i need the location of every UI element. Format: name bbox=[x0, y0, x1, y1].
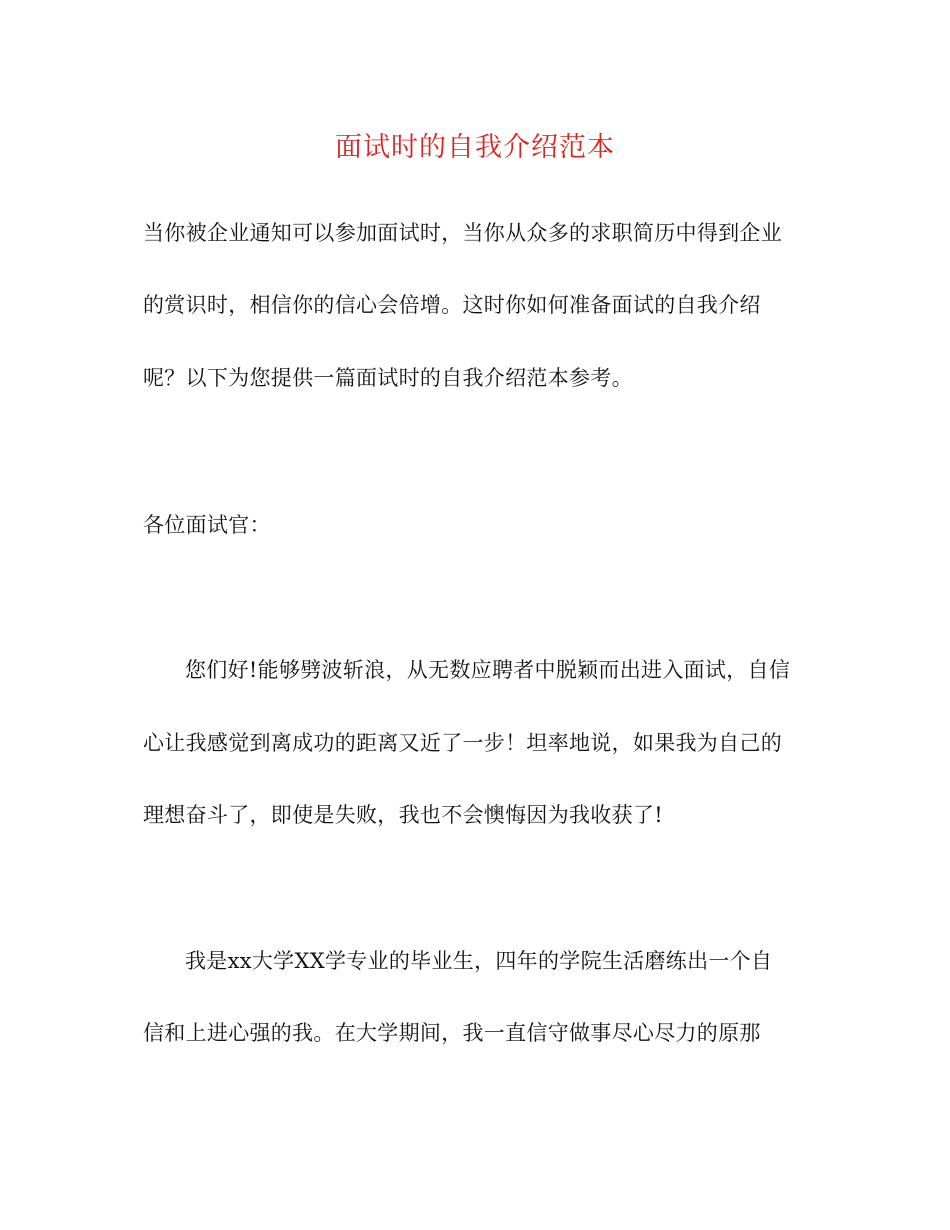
intro-line-3: 呢？以下为您提供一篇面试时的自我介绍范本参考。 bbox=[143, 366, 633, 390]
intro-line-1: 当你被企业通知可以参加面试时，当你从众多的求职简历中得到企业 bbox=[143, 221, 782, 245]
paragraph2-line-1: 我是xx大学XX学专业的毕业生，四年的学院生活磨练出一个自 bbox=[185, 949, 773, 973]
intro-line-2: 的赏识时，相信你的信心会倍增。这时你如何准备面试的自我介绍 bbox=[143, 293, 761, 317]
paragraph1-line-3: 理想奋斗了，即使是失败，我也不会懊悔因为我收获了! bbox=[143, 803, 663, 827]
paragraph2-line-2: 信和上进心强的我。在大学期间，我一直信守做事尽心尽力的原那 bbox=[143, 1021, 761, 1045]
document-title: 面试时的自我介绍范本 bbox=[335, 132, 615, 163]
salutation: 各位面试官： bbox=[143, 513, 271, 537]
paragraph1-line-1: 您们好!能够劈波斩浪，从无数应聘者中脱颖而出进入面试，自信 bbox=[185, 658, 791, 682]
paragraph1-line-2: 心让我感觉到离成功的距离又近了一步！坦率地说，如果我为自己的 bbox=[143, 731, 782, 755]
